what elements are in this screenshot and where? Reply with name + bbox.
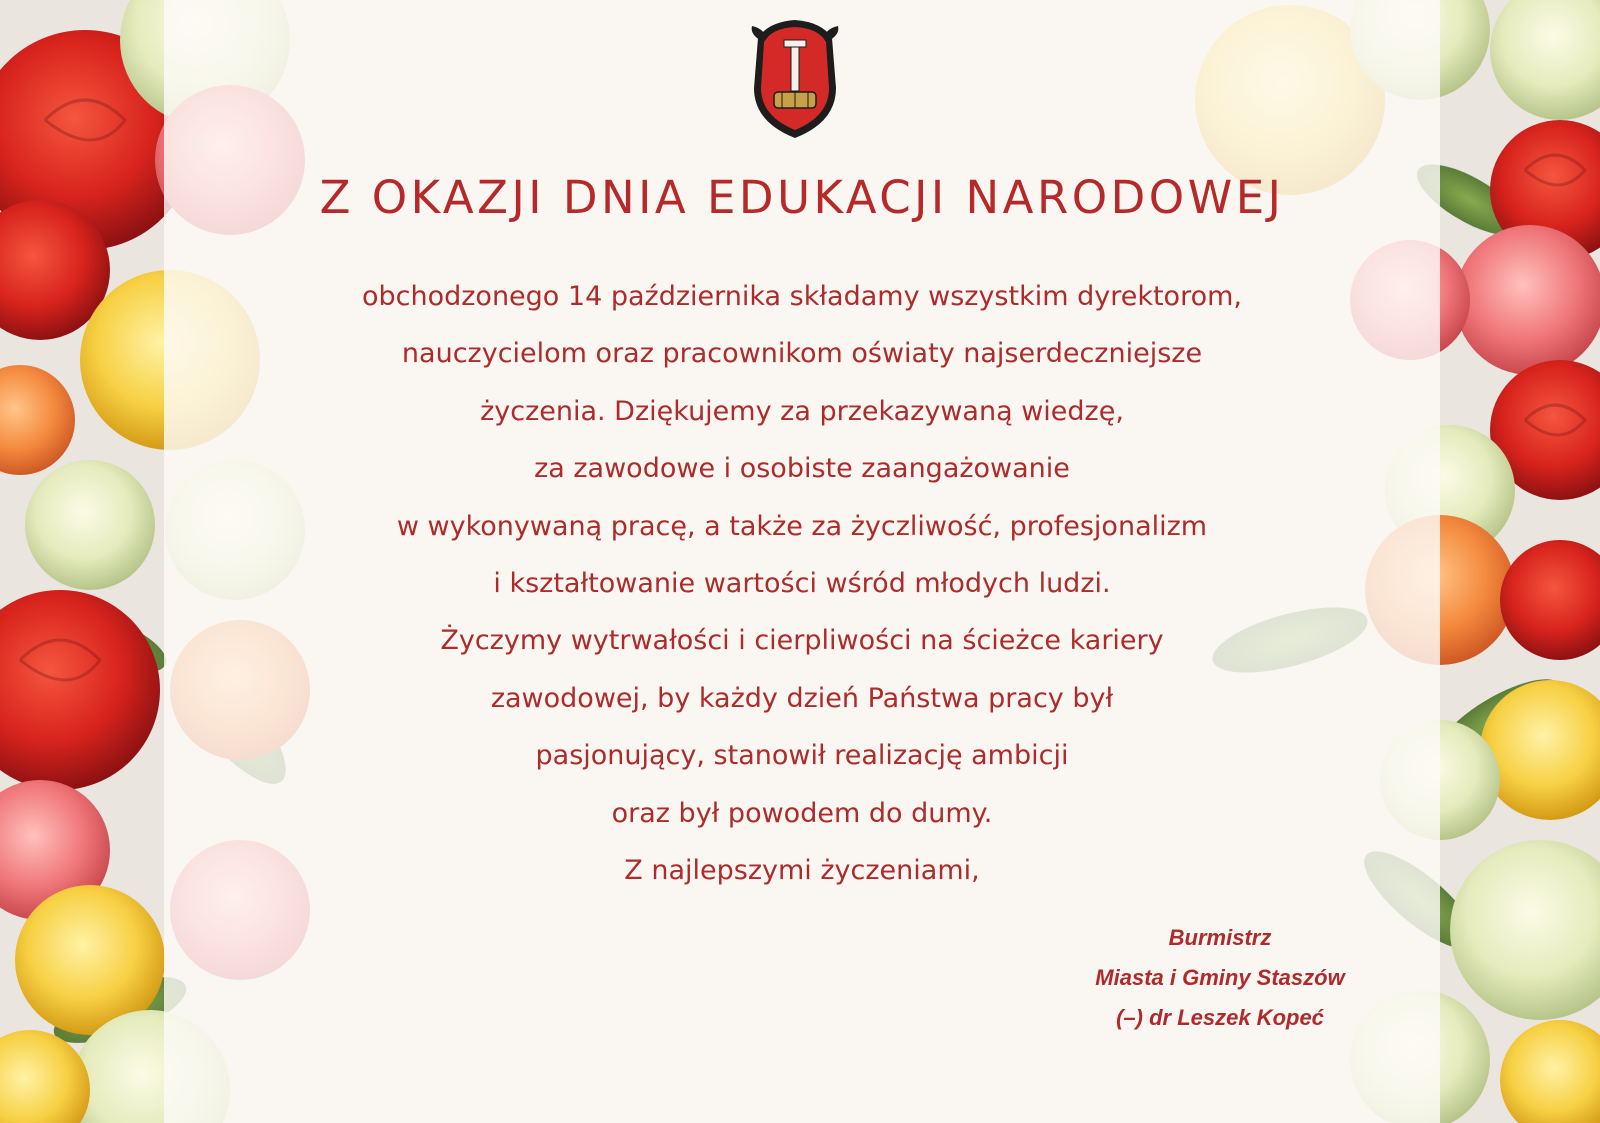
- message-line: obchodzonego 14 października składamy wszystkim dyrektorom,: [361, 281, 1242, 312]
- signature-name: (–) dr Leszek Kopeć: [1116, 1005, 1324, 1030]
- page-title: Z OKAZJI DNIA EDUKACJI NARODOWEJ: [319, 171, 1285, 224]
- greeting-message: [204, 268, 1400, 899]
- message-line: pasjonujący, stanowił realizację ambicji: [535, 740, 1069, 772]
- message-line: w wykonywaną pracę, a także za życzliwość, profesjonalizm: [396, 510, 1208, 542]
- message-line: nauczycielom oraz pracownikom oświaty najserdeczniejsze: [401, 338, 1203, 370]
- signature-block: [1000, 918, 1440, 1038]
- message-line: za zawodowe i osobiste zaangażowanie: [534, 453, 1070, 485]
- message-line: życzenia. Dziękujemy za przekazywaną wiedzę,: [480, 395, 1124, 427]
- message-line: Życzymy wytrwałości i cierpliwości na ścieżce kariery: [440, 625, 1164, 657]
- signature-office: Miasta i Gminy Staszów: [1095, 965, 1345, 990]
- town-coat-of-arms-icon: [748, 18, 842, 142]
- message-line: i kształtowanie wartości wśród młodych ludzi.: [493, 568, 1111, 600]
- message-line: zawodowej, by każdy dzień Państwa pracy był: [490, 682, 1114, 714]
- signature-title: Burmistrz: [1168, 925, 1272, 950]
- message-line: oraz był powodem do dumy.: [611, 797, 993, 829]
- message-line: Z najlepszymi życzeniami,: [624, 855, 980, 887]
